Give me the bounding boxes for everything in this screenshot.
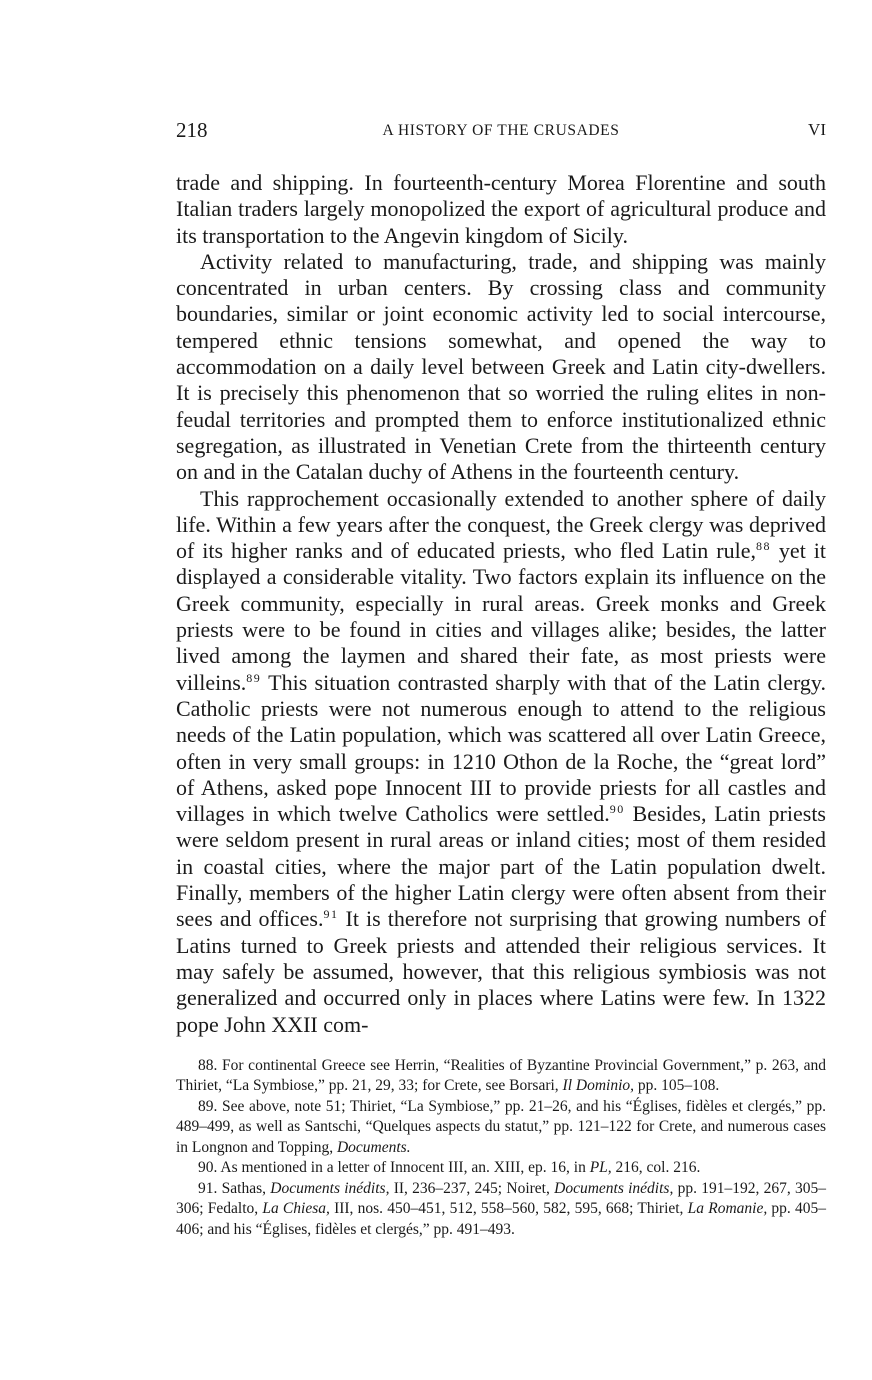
paragraph-3-text-b: yet it displayed a considerable vitality. Two factors explain its influence on the Greek community, especially in rural areas. Greek monks and Greek priests were to be found in cities and villages alike; besides, the latter lived among the laymen and shared their fate, as most priests were villeins. [176,538,826,695]
footnote-90 [176,1158,826,1179]
section-number: VI [808,120,826,139]
main-text [176,170,826,1038]
footnote-89-italic: Documents. [336,1138,411,1156]
footnote-91-italic-1: Documents inédits, [270,1179,390,1197]
paragraph-3-text-e: It is therefore not surprising that growing numbers of Latins turned to Greek priests and attended their religious services. It may safely be assumed, however, that this religious symbiosis was not generalized and occurred only in places where Latins were few. In 1322 pope John XXII com- [176,906,827,1037]
footnote-91 [176,1179,826,1241]
footnote-91-text-e: pp. 405–406; and his “Églises, fidèles et clergés,” pp. 491–493. [176,1200,827,1238]
running-header [176,116,826,144]
footnote-89 [176,1097,826,1159]
footnote-91-italic-2: Documents inédits, [554,1179,674,1197]
running-title: A HISTORY OF THE CRUSADES [382,122,620,139]
footnote-88-text-end: pp. 105–108. [634,1077,720,1095]
footnote-91-text-c: pp. 191–192, 267, 305–306; Fedalto, [176,1179,826,1218]
footnote-90-text: 90. As mentioned in a letter of Innocent III, an. XIII, ep. 16, in [198,1159,590,1177]
paragraph-3-text-d: Besides, Latin priests were seldom present in rural areas or inland cities; most of them resided in coastal cities, where the major part of the Latin population dwelt. Finally, members of the higher Latin clergy were often absent from their sees and offices. [176,801,826,932]
paragraph-3 [176,486,826,1038]
footnote-88-text: 88. For continental Greece see Herrin, “Realities of Byzantine Provincial Government,” p. 263, and Thiriet, “La Symbiose,” pp. 21, 29, 33; for Crete, see Borsari, [176,1056,826,1095]
footnote-90-italic: PL, [589,1159,612,1177]
footnote-91-text: 91. Sathas, [198,1179,271,1197]
footnote-ref-88[interactable]: 88 [755,539,771,554]
page-number: 218 [176,118,208,142]
footnote-91-italic-3: La Chiesa, [262,1200,330,1218]
footnote-88 [176,1056,826,1097]
paragraph-2: Activity related to manufacturing, trade, and shipping was mainly concentrated in urban centers. By crossing class and community boundaries, similar or joint economic activity led to social intercourse, tempered ethnic tensions somewhat, and opened the way to accommodation on a daily level between Greek and Latin city-dwellers. It is precisely this phenomenon that so worried the ruling elites in non-feudal territories and prompted them to enforce institutionalized ethnic segregation, as illustrated in Venetian Crete from the thirteenth century on and in the Catalan duchy of Athens in the fourteenth century. [176,248,826,485]
footnote-88-italic: Il Dominio, [562,1077,635,1095]
paragraph-3-text-a: This rapprochement occasionally extended to another sphere of daily life. Within a few years after the conquest, the Greek clergy was deprived of its higher ranks and of educated priests, who fled Latin rule, [176,485,826,564]
footnote-ref-90[interactable]: 90 [609,802,625,817]
paragraph-3-text-c: This situation contrasted sharply with that of the Latin clergy. Catholic priests were not numerous enough to attend to the religious needs of the Latin population, which was scattered all over Latin Greece, often in very small groups: in 1210 Othon de la Roche, the “great lord” of Athens, asked pope Innocent III to provide priests for all castles and villages in which twelve Catholics were settled. [176,669,826,827]
footnote-90-text-end: 216, col. 216. [611,1159,701,1177]
footnote-91-text-d: III, nos. 450–451, 512, 558–560, 582, 595, 668; Thiriet, [329,1200,688,1218]
book-page [176,116,826,1240]
footnote-91-text-b: II, 236–237, 245; Noiret, [389,1179,555,1197]
footnote-91-italic-4: La Romanie, [687,1200,768,1218]
paragraph-1: trade and shipping. In fourteenth-century Morea Florentine and south Italian traders largely monopolized the export of agricultural produce and its transportation to the Angevin kingdom of Sicily. [176,170,826,248]
footnote-89-text: 89. See above, note 51; Thiriet, “La Symbiose,” pp. 21–26, and his “Églises, fidèles et clergés,” pp. 489–499, as well as Santschi, “Quelques aspects du statut,” pp. 121–122 for Crete, and numerous cases in Longnon and Topping, [176,1097,826,1156]
footnote-ref-89[interactable]: 89 [246,670,262,685]
footnote-ref-91[interactable]: 91 [323,907,339,922]
footnotes [176,1056,826,1241]
